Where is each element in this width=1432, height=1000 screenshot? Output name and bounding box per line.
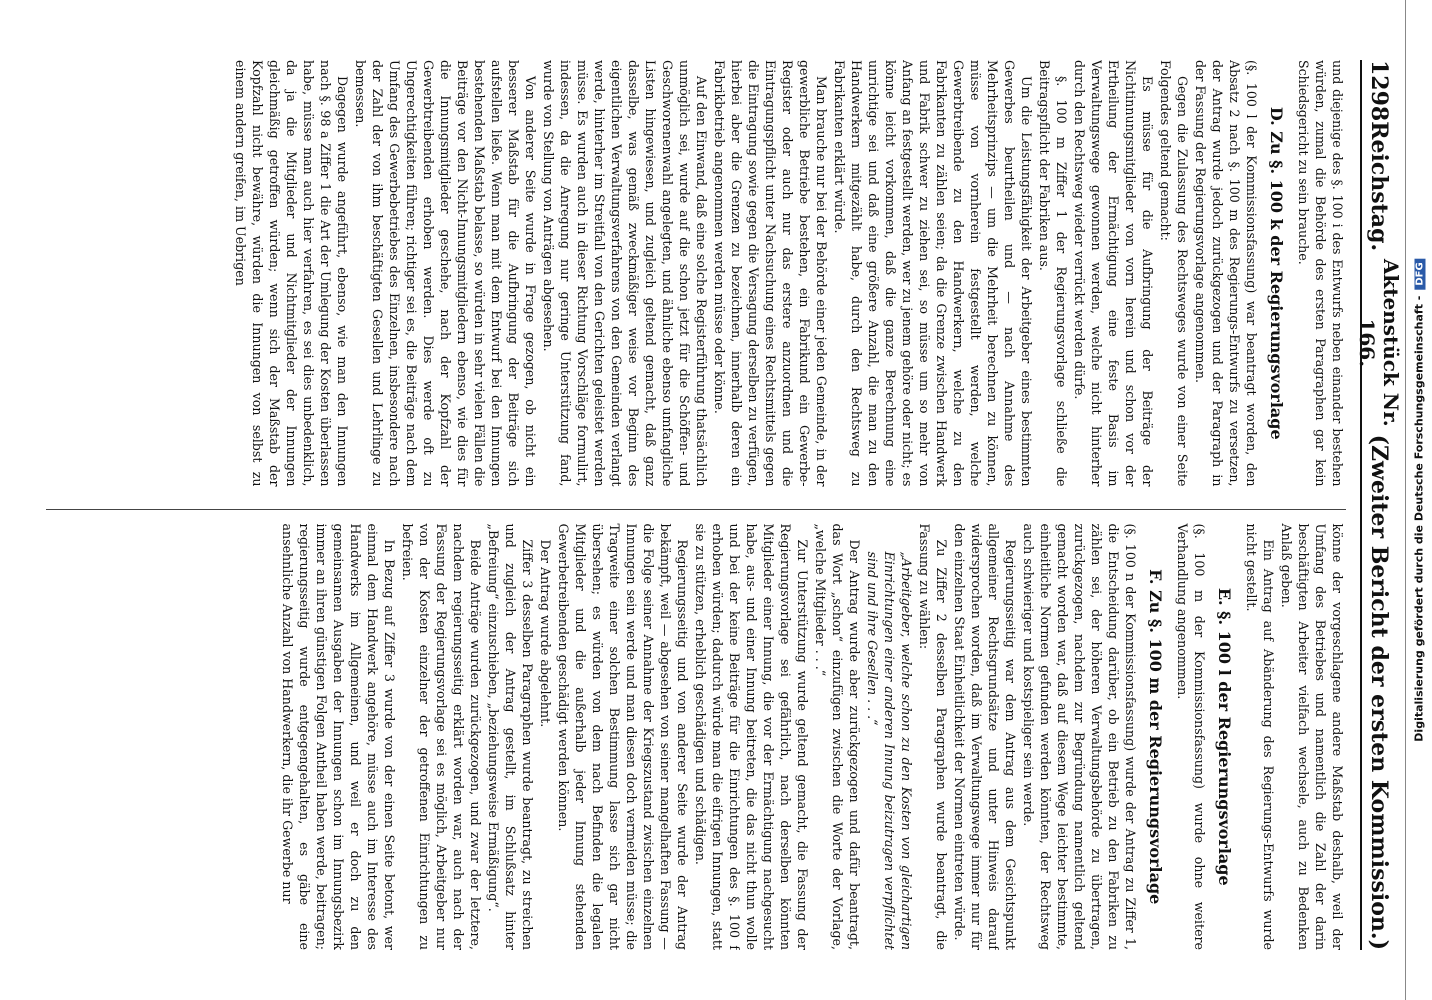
- right-column: [46, 509, 1346, 951]
- paragraph: Regierungsseitig und von anderer Seite wurde der Antrag bekämpft, weil — abgesehen von seiner mangelhaften Fassung — die Folge seiner Annahme der Kriegszustand zwischen einzelnen Innungen sein werde und man diesen doch vermeiden müsse; die Tragweite einer solchen Bestimmung lasse sich gar nicht übersehen; es würden von dem nach Befinden die legalen Mitglieder und die außerhalb jeder Innung stehenden Gewerbetreibenden geschädigt werden können.: [556, 523, 690, 950]
- section-heading: F. Zu §. 100 m der Regierungsvorlage: [1146, 569, 1165, 905]
- paragraph: Auf den Einwand, daß eine solche Registerführung thatsächlich unmöglich sei, wurde auf die schon jetzt für die Schöffen- und Geschworenenwahl angelegten, und ähnliche ebenso umfangliche Listen hingewiesen, und zugleich geltend gemacht, daß ganz dasselbe, was gemäß zweckmäßiger weise vor Beginn des eigentlichen Verwaltungsverfahrens von den Gemeinden verlangt werde, hinterher im Streitfall von den Gerichten geleistet werden müsse. Es wurden auch in dieser Richtung Vorschläge formulirt, indessen, da die Anregung nur geringe Unterstützung fand, wurde von Stellung von Anträgen abgesehen.: [541, 60, 709, 487]
- section-heading: E. §. 100 l der Regierungsvorlage: [1215, 587, 1234, 886]
- paragraph: Zur Unterstützung wurde geltend gemacht, die Fassung der Regierungsvorlage sei gefährlich, nach derselben könnten Mitglieder einer Innung, die vor der Ermächtigung nachgesucht habe, aus- und einer Innung beitreten, die das nicht thun wolle und bei der keine Beiträge für die Einrichtungen des §. 100 f erhoben würden; dadurch würde man die eifrigen Innungen, statt sie zu stützen, erheblich geschädigen und schädigen.: [693, 523, 810, 950]
- paragraph: Ein Antrag auf Abänderung des Regierungs-Entwurfs wurde nicht gestellt.: [1244, 523, 1276, 950]
- paragraph: und diejenige des §. 100 i des Entwurfs neben einander bestehen würden, zumal die Behörde des ersten Paragraphen gar kein Schiedsgericht zu sein brauche.: [1296, 60, 1345, 487]
- paragraph: könne der vorgeschlagene andere Maßstab deshalb, weil der Umfang des Betriebes und namentlich die Zahl der darin beschäftigten Arbeiter vielfach wechsele, auch zu Bedenken Anlaß geben.: [1279, 523, 1345, 950]
- paragraph: Dagegen wurde angeführt, ebenso, wie man den Innungen nach §. 98 a Ziffer 1 die Art der Umlegung der Kosten überlassen habe, müsse man auch hier verfahren, es sei dies unbedenklich, da ja die Mitglieder und Nichtmitglieder der Innungen gleichmäßig getroffen würden; wenn sich der Maßstab der Kopfzahl nicht bewähre, würden die Innungen von selbst zu einem andern greifen, im Uebrigen: [233, 60, 350, 487]
- paragraph: Regierungsseitig war dem Antrag aus dem Gesichtspunkt allgemeiner Rechtsgrundsätze und unter Hinweis darauf widersprochen worden, daß im Verwaltungswege immer nur für den einzelnen Staat Einheitlichkeit der Normen eintreten würde.: [952, 523, 1018, 950]
- paragraph: (§. 100 l der Kommissionsfassung) war beantragt worden, den Absatz 2 nach §. 100 m des Regierungs-Entwurfs zu versetzen, der Antrag wurde jedoch zurückgezogen und der Paragraph in der Fassung der Regierungsvorlage angenommen.: [1193, 60, 1259, 487]
- header-center-title: Aktenstück Nr. 166.: [1355, 258, 1403, 427]
- paragraph: Beide Anträge wurden zurückgezogen, und zwar der letztere, nachdem regierungsseitig erklärt worden war, auch nach der Fassung der Regierungsvorlage sei es möglich, Arbeitgeber nur von der Kosten einzelner der getroffenen Einrichtungen zu befreien.: [400, 523, 483, 950]
- paragraph: Von anderer Seite wurde in Frage gezogen, ob nicht ein besserer Maßstab für die Aufbringung der Beiträge sich aufstellen ließe. Wenn man mit dem Entwurf bei den Innungen bestehenden Maßstab belasse, so würden in sehr vielen Fällen die Beiträge vor den Nicht-Innungsmitgliedern ebenso, wie dies für die Innungsmitglieder geschehe, nach der Kopfzahl der Gewerbtreibenden erhoben werden. Dies werde oft zu Ungerechtigkeiten führen; richtiger sei es, die Beiträge nach dem Umfang des Gewerbebetriebes des Einzelnen, insbesondere nach der Zahl der von ihm beschäftigten Gesellen und Lehrlinge zu bemessen.: [353, 60, 538, 487]
- paragraph: In Bezug auf Ziffer 3 wurde von der einen Seite betont, wer einmal dem Handwerk angehöre, müsse auch im Interesse des Handwerks im Allgemeinen, und weil er doch zu den gemeinsamen Ausgaben der Innungen schon im Innungsbezirk immer an ihren günstigen Folgen Antheil haben werde, beitragen; regierungsseitig wurde entgegengehalten, es gäbe eine ansehnliche Anzahl von Handwerkern, die ihr Gewerbe nur: [280, 523, 397, 950]
- paragraph: Es müsse für die Aufbringung der Beiträge der Nichtinnungsmitglieder von vorn herein und schon vor der Ertheilung der Ermächtigung eine feste Basis im Verwaltungswege gewonnen werden, welche nicht hinterher durch den Rechtsweg wieder verrückt werden dürfe.: [1072, 60, 1155, 487]
- digitization-sidebar: [1405, 0, 1432, 1000]
- paragraph: Der Antrag wurde aber zurückgezogen und dafür beantragt, das Wort „schon“ einzufügen zwischen die Worte der Vorlage, „welche Mitglieder . . .“: [813, 523, 862, 950]
- paragraph: (§. 100 m der Kommissionsfassung) wurde ohne weitere Verhandlung angenommen.: [1175, 523, 1207, 950]
- section-heading: D. Zu §. 100 k der Regierungsvorlage: [1267, 106, 1286, 440]
- quoted-text: „Arbeitgeber, welche schon zu den Kosten von gleichartigen Einrichtungen einer anderen Innung beizutragen verpflichtet sind und ihre Gesellen . . .“: [865, 551, 914, 950]
- digitization-note: [1413, 258, 1426, 741]
- rotated-page-content: [26, 20, 1406, 980]
- page-number: 1298: [1366, 60, 1392, 122]
- paragraph: Zu Ziffer 2 desselben Paragraphen wurde beantragt, die Fassung zu wählen:: [917, 523, 949, 950]
- paragraph: Um die Leistungsfähigkeit der Arbeitgeber eines bestimmten Gewerbes beurtheilen und — nach Annahme des Mehrheitsprinzips — um die Mehrheit berechnen zu können, müsse von vornherein festgestellt werden, welche Gewerbtreibende zu den Handwerkern, welche zu den Fabrikanten zu zählen seien; da die Grenze zwischen Handwerk und Fabrik schwer zu ziehen sei, so müsse um so mehr von Anfang an festgestellt werden, wer zu jenem gehöre oder nicht; es könne leicht vorkommen, daß die ganze Berechnung eine unrichtige sei und daß eine größere Anzahl, die man zu den Handwerkern mitgezählt habe, durch den Rechtsweg zu Fabrikanten erklärt würde.: [832, 60, 1034, 487]
- paragraph: Gegen die Zulassung des Rechtsweges wurde von einer Seite Folgendes geltend gemacht:: [1158, 60, 1190, 487]
- header-left-title: Reichstag.: [1366, 121, 1392, 252]
- page-header: [1355, 60, 1403, 950]
- text-columns: [46, 60, 1346, 950]
- paragraph: Ziffer 3 desselben Paragraphen wurde beantragt, zu streichen und zugleich der Antrag gestellt, im Schlußsatz hinter „Befreiung“ einzuschieben, „beziehungsweise Ermäßigung“.: [486, 523, 535, 950]
- paragraph: Der Antrag wurde abgelehnt.: [538, 539, 553, 728]
- paragraph: §. 100 m Ziffer 1 der Regierungsvorlage schließe die Beitragspflicht der Fabriken aus.: [1037, 60, 1069, 487]
- paragraph: (§. 100 n der Kommissionsfassung) wurde der Antrag zu Ziffer 1, die Entscheidung darüber, ob ein Betrieb zu den Fabriken zu zählen sei, der höheren Verwaltungsbehörde zu übertragen, zurückgezogen, nachdem zur Begründung namentlich geltend gemacht worden war, daß auf diesem Wege leichter bestimmte, einheitliche Normen gefunden werden könnten, der Rechtsweg auch schwieriger und kostspieliger sein werde.: [1021, 523, 1138, 950]
- paragraph: Man brauche nur bei der Behörde einer jeden Gemeinde, in der gewerbliche Betriebe bestehen, ein Fabrikund ein Gewerbe-Register oder auch nur das erstere anzuordnen und die Eintragungspflicht unter Nachsuchung eines Rechtsmittels gegen die Eintragung sowie gegen die Versagung derselben zu verfügen, hierbei aber die Grenzen zu bezeichnen, innerhalb deren ein Fabrikbetrieb angenommen werden müsse oder könne.: [712, 60, 829, 487]
- digitization-note-text: Digitalisierung gefördert durch die Deutsche Forschungsgemeinschaft -: [1412, 295, 1426, 742]
- dfg-logo: DFG: [1415, 258, 1426, 289]
- header-right-title: (Zweiter Bericht der ersten Kommission.): [1366, 434, 1392, 950]
- left-column: [46, 60, 1346, 487]
